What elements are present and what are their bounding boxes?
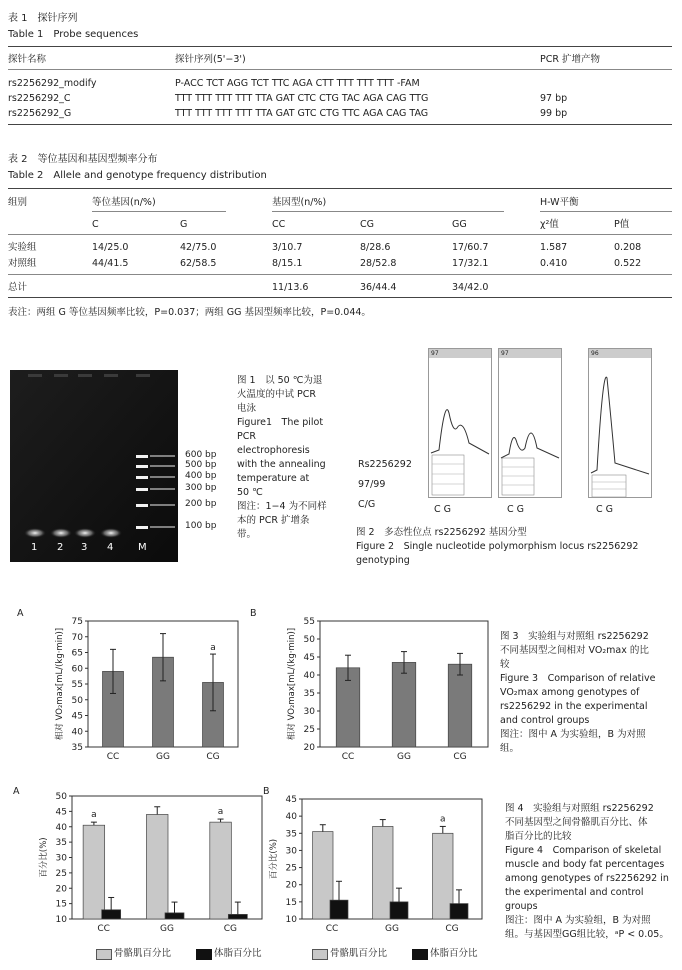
y-tick-label: 20 [303, 743, 315, 753]
caption-line: among genotypes of rs2256292 in [505, 873, 669, 884]
caption-line: 组。 [500, 743, 520, 754]
x-tick-label: CG [453, 752, 467, 762]
caption-line: PCR [237, 431, 256, 442]
table2-cell: 34/42.0 [452, 282, 489, 293]
caption-line: 图 1 以 50 ℃为退 [237, 375, 323, 386]
caption-line: 带。 [237, 529, 257, 540]
y-tick-label: 45 [55, 807, 67, 818]
caption-line: 不同基因型之间骨骼肌百分比、体 [505, 817, 648, 828]
table2-sub-cc: CC [272, 219, 286, 230]
y-tick-label: 20 [55, 884, 67, 895]
caption-line: Figure 3 Comparison of relative [500, 673, 656, 684]
figure4-caption [505, 802, 681, 942]
table1-cell: P-ACC TCT AGG TCT TTC AGA CTT TTT TTT TTT -FAM [175, 78, 420, 89]
y-tick-label: 50 [71, 695, 83, 706]
gel-lane-label: 2 [57, 542, 64, 553]
x-tick-label: CC [97, 924, 110, 934]
table2-sub-p: P值 [614, 219, 630, 230]
fig4-panel-b-label: B [263, 786, 270, 797]
fig3-panel-b-label: B [250, 608, 257, 619]
y-tick-label: 10 [285, 915, 297, 925]
y-tick-label: 75 [71, 617, 83, 627]
y-tick-label: 25 [55, 868, 67, 879]
table2-cell: 14/25.0 [92, 242, 129, 253]
fig2-side-label: C/G [358, 499, 376, 510]
caption-line: with the annealing [237, 459, 326, 470]
table2-cell: 44/41.5 [92, 258, 129, 269]
bar-fat [390, 902, 408, 919]
y-tick-label: 30 [303, 707, 315, 717]
table2-cell: 8/15.1 [272, 258, 303, 269]
caption-line: 较 [500, 659, 510, 670]
x-tick-label: GG [156, 752, 170, 762]
table1-cell: 99 bp [540, 108, 568, 119]
fig2-genotype-label: C G [434, 504, 452, 515]
bar-muscle [83, 825, 105, 919]
table1-cell: 97 bp [540, 93, 568, 104]
caption-line: 图注：图中 A 为实验组，B 为对照 [505, 915, 651, 926]
fig2-genotype-label: C G [596, 504, 614, 515]
y-tick-label: 40 [285, 812, 297, 823]
y-tick-label: 35 [303, 689, 315, 699]
x-tick-label: GG [160, 924, 174, 934]
bp-label: 500 bp [185, 460, 217, 470]
table2-cell: 11/13.6 [272, 282, 309, 293]
table1-cell: rs2256292_C [8, 93, 71, 104]
bar-fat [330, 900, 348, 919]
bar [392, 662, 416, 747]
table2-cell: 1.587 [540, 242, 568, 253]
table1-header-product: PCR 扩增产物 [540, 54, 600, 65]
y-tick-label: 60 [71, 664, 83, 675]
table2-sub-g: G [180, 219, 188, 230]
bp-label: 100 bp [185, 521, 217, 531]
legend-swatch-fat [412, 949, 428, 960]
y-tick-label: 30 [285, 846, 297, 857]
table2-title-cn: 表 2 等位基因和基因型频率分布 [8, 154, 158, 165]
bp-label: 300 bp [185, 483, 217, 493]
fig2-side-label: Rs2256292 [358, 459, 412, 470]
y-axis-label: 百分比(%) [269, 838, 279, 880]
bar-muscle [146, 814, 168, 919]
table2-sub-cg: CG [360, 219, 374, 230]
y-tick-label: 20 [285, 880, 297, 891]
caption-line: Figure1 The pilot [237, 417, 324, 428]
bar-fat [228, 914, 247, 919]
table1-cell: TTT TTT TTT TTT TTA GAT CTC CTG TAC AGA CAG TTG [175, 93, 429, 104]
caption-line: 图 4 实验组与对照组 rs2256292 [505, 803, 654, 814]
y-axis-label: 相对 VO₂max[mL/(kg·min)] [287, 627, 297, 741]
fig3-panel-a-label: A [17, 608, 24, 619]
x-tick-label: CG [445, 924, 459, 934]
caption-line: 图注：1−4 为不同样 [237, 501, 327, 512]
significance-label: a [210, 643, 216, 654]
table2-cell: 62/58.5 [180, 258, 217, 269]
caption-line: 不同基因型之间相对 VO₂max 的比 [500, 645, 649, 656]
table2-title-en: Table 2 Allele and genotype frequency distribution [8, 170, 267, 181]
table1-header-sequence: 探针序列(5'−3') [175, 54, 246, 65]
table2-cell: 总计 [8, 282, 28, 293]
y-tick-label: 55 [303, 617, 315, 627]
bar-fat [165, 913, 184, 919]
y-tick-label: 35 [71, 743, 83, 753]
bar-muscle [210, 822, 232, 919]
caption-line: electrophoresis [237, 445, 310, 456]
legend-label-muscle: 骨骼肌百分比 [330, 948, 388, 959]
table2-sub-c: C [92, 219, 99, 230]
table2-cell: 28/52.8 [360, 258, 397, 269]
y-tick-label: 15 [285, 897, 297, 908]
table2-cell: 实验组 [8, 242, 37, 253]
table1-cell: rs2256292_modify [8, 78, 97, 89]
caption-line: 组。与基因型GG组比较，ᵃP < 0.05。 [505, 929, 669, 940]
caption-line: 火温度的中试 PCR [237, 389, 316, 400]
y-tick-label: 45 [71, 711, 83, 722]
x-tick-label: GG [397, 752, 411, 762]
legend-label-fat: 体脂百分比 [430, 948, 478, 959]
table2-cell: 0.410 [540, 258, 568, 269]
table2-cell: 8/28.6 [360, 242, 391, 253]
bar-fat [102, 910, 121, 919]
table1-cell: TTT TTT TTT TTT TTA GAT GTC CTG TTC AGA CAG TAG [175, 108, 429, 119]
y-tick-label: 65 [71, 648, 83, 659]
legend-label-fat: 体脂百分比 [214, 948, 262, 959]
y-tick-label: 10 [55, 915, 67, 925]
y-axis-label: 百分比(%) [39, 837, 49, 878]
table2-cell: 对照组 [8, 258, 37, 269]
y-tick-label: 45 [285, 795, 297, 805]
y-tick-label: 35 [285, 829, 297, 840]
significance-label: a [440, 814, 446, 825]
caption-line: Figure 2 Single nucleotide polymorphism locus rs2256292 [356, 541, 639, 552]
significance-label: a [217, 807, 224, 818]
fig2-panel-header: 97 [429, 349, 491, 358]
caption-line: 脂百分比的比较 [505, 831, 572, 842]
bp-label: 600 bp [185, 450, 217, 460]
table2-cell: 3/10.7 [272, 242, 303, 253]
caption-line: and control groups [500, 715, 590, 726]
y-tick-label: 30 [55, 853, 67, 864]
caption-line: genotyping [356, 555, 410, 566]
caption-line: rs2256292 in the experimental [500, 701, 648, 712]
x-tick-label: CC [106, 752, 120, 762]
y-tick-label: 25 [285, 863, 297, 874]
legend-swatch-fat [196, 949, 212, 960]
y-tick-label: 35 [55, 838, 67, 849]
bp-label: 200 bp [185, 499, 217, 509]
table2-sub-gg: GG [452, 219, 467, 230]
x-tick-label: CC [341, 752, 355, 762]
y-tick-label: 25 [303, 725, 315, 735]
y-axis-label: 相对 VO₂max[mL/(kg·min)] [55, 627, 65, 741]
table1-title-en: Table 1 Probe sequences [8, 29, 139, 40]
table1-cell: rs2256292_G [8, 108, 72, 119]
fig4-panel-a-label: A [13, 786, 20, 797]
bar-fat [450, 904, 468, 919]
caption-line: VO₂max among genotypes of [500, 687, 640, 698]
caption-line: 图注：图中 A 为实验组，B 为对照 [500, 729, 646, 740]
significance-label: a [91, 810, 97, 821]
y-tick-label: 50 [303, 635, 315, 645]
x-tick-label: CG [206, 752, 220, 762]
bar [448, 664, 472, 747]
table2-note: 表注：两组 G 等位基因频率比较，P=0.037；两组 GG 基因型频率比较，P=0.044。 [8, 307, 371, 318]
table1-title-cn: 表 1 探针序列 [8, 13, 78, 24]
caption-line: 图 2 多态性位点 rs2256292 基因分型 [356, 527, 527, 538]
figure3-caption [500, 630, 680, 756]
y-tick-label: 50 [55, 792, 67, 802]
table1-header-name: 探针名称 [8, 54, 47, 65]
gel-lane-label: 4 [107, 542, 114, 553]
caption-line: Figure 4 Comparison of skeletal [505, 845, 662, 856]
table2-group-header: 组别 [8, 197, 28, 208]
x-tick-label: CG [223, 924, 237, 934]
caption-line: 电泳 [237, 403, 257, 414]
legend-swatch-muscle [312, 949, 328, 960]
caption-line: the experimental and control [505, 887, 644, 898]
y-tick-label: 15 [55, 899, 67, 910]
fig2-panel-header: 97 [499, 349, 561, 358]
fig2-panel-header: 96 [589, 349, 651, 358]
table2-cell: 17/60.7 [452, 242, 489, 253]
gel-lane-label: 3 [81, 542, 88, 553]
caption-line: 50 ℃ [237, 487, 263, 498]
bp-label: 400 bp [185, 471, 217, 481]
x-tick-label: GG [385, 924, 399, 934]
y-tick-label: 55 [71, 680, 83, 690]
caption-line: temperature at [237, 473, 310, 484]
y-tick-label: 40 [303, 671, 315, 681]
y-tick-label: 40 [71, 727, 83, 738]
fig2-genotype-label: C G [507, 504, 525, 515]
caption-line: 图 3 实验组与对照组 rs2256292 [500, 631, 649, 642]
table2-cell: 42/75.0 [180, 242, 217, 253]
table2-cell: 36/44.4 [360, 282, 397, 293]
caption-line: muscle and body fat percentages [505, 859, 665, 870]
y-tick-label: 70 [71, 632, 83, 643]
table2-hw-header: H-W平衡 [540, 197, 579, 208]
y-tick-label: 40 [55, 822, 67, 833]
gel-lane-label: M [138, 542, 147, 553]
gel-lane-label: 1 [31, 542, 38, 553]
table2-sub-chi: χ²值 [540, 219, 559, 230]
table2-cell: 0.522 [614, 258, 642, 269]
y-tick-label: 45 [303, 653, 315, 663]
fig2-side-label: 97/99 [358, 479, 386, 490]
legend-swatch-muscle [96, 949, 112, 960]
table2-cell: 0.208 [614, 242, 642, 253]
caption-line: 本的 PCR 扩增条 [237, 515, 310, 526]
table2-cell: 17/32.1 [452, 258, 489, 269]
table2-genotype-header: 基因型(n/%) [272, 197, 327, 208]
legend-label-muscle: 骨骼肌百分比 [114, 948, 172, 959]
caption-line: groups [505, 901, 538, 912]
x-tick-label: CC [325, 924, 339, 934]
table2-allele-header: 等位基因(n/%) [92, 197, 156, 208]
